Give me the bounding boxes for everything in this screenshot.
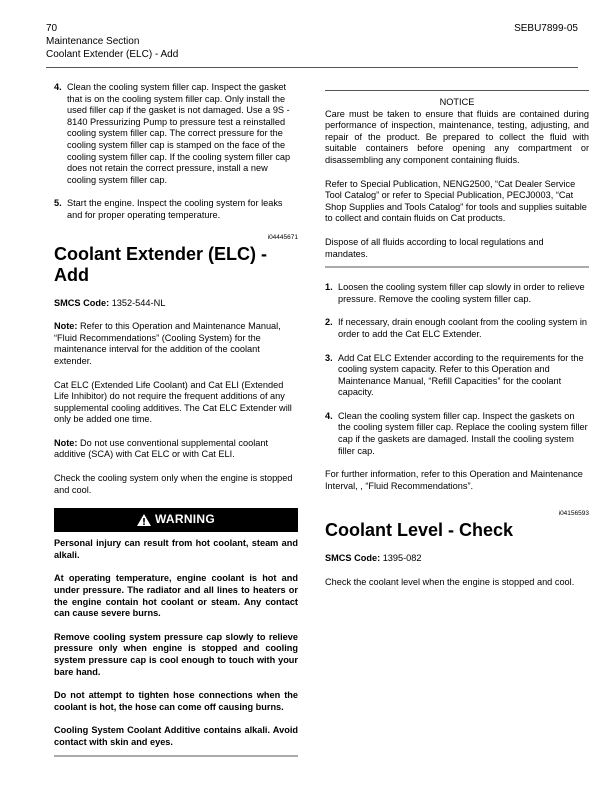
right-column bbox=[325, 82, 589, 601]
notice-text: Dispose of all fluids according to local regulations and mandates. bbox=[325, 236, 544, 259]
notice-box bbox=[325, 97, 589, 268]
section-title: Coolant Level - Check bbox=[325, 520, 514, 541]
paragraph: Cat ELC (Extended Life Coolant) and Cat ELI (Extended Life Inhibitor) do not require the frequent additions of any supplemental cooling additives. The Cat ELC Extender will only be added one time. bbox=[54, 379, 292, 425]
warning-banner: WARNING bbox=[54, 508, 298, 532]
warning-bottom-rule bbox=[54, 755, 298, 757]
list-item: 3. Add Cat ELC Extender according to the requirements for the cooling system capacity. Refer to this Operation and Maintenance Manual, “Refill Capacities” for the coolant capacity. bbox=[325, 352, 584, 398]
warning-text: Personal injury can result from hot coolant, steam and alkali. bbox=[54, 538, 298, 560]
notice-top-rule bbox=[325, 90, 589, 91]
warning-box bbox=[54, 508, 298, 756]
warning-text: At operating temperature, engine coolant is hot and under pressure. The radiator and all lines to heaters or the engine contain hot coolant or steam. Any contact can cause severe burns. bbox=[54, 573, 298, 619]
page-number: 70 bbox=[46, 23, 58, 34]
warning-text: Do not attempt to tighten hose connections when the coolant is hot, the hose can come off causing burns. bbox=[54, 690, 298, 712]
notice-text: Refer to Special Publication, NENG2500, “Cat Dealer Service Tool Catalog” or refer to Special Publication, PECJ0003, “Cat Shop Supplies and Tools Catalog” for tools and supplies suitable to collect and contain fluids on Cat products. bbox=[325, 178, 587, 224]
section-id: i04156593 bbox=[558, 510, 589, 518]
list-item: 4. Clean the cooling system filler cap. Inspect the gasket that is on the cooling system filler cap. Only install the used filler cap if the gasket is not damaged. Use a 9S - 8140 Pressurizing Pump to pressure test a reinstalled cooling system filler cap. The correct pressure for the cooling system filler cap is stamped on the face of the cooling system filler cap. If the cooling system filler cap does not retain the correct pressure, install a new cooling system filler cap. bbox=[54, 82, 291, 185]
subsection-name: Coolant Extender (ELC) - Add bbox=[46, 49, 179, 60]
list-item: 5. Start the engine. Inspect the cooling system for leaks and for proper operating temperature. bbox=[54, 198, 283, 220]
list-item: 2. If necessary, drain enough coolant from the cooling system in order to add the Cat ELC Extender. bbox=[325, 317, 588, 339]
warning-text: Cooling System Coolant Additive contains alkali. Avoid contact with skin and eyes. bbox=[54, 725, 298, 747]
warning-text: Remove cooling system pressure cap slowly to relieve pressure only when engine is stopped and cooling system pressure cap is cool enough to touch with your bare hand. bbox=[54, 631, 298, 677]
document-code: SEBU7899-05 bbox=[514, 23, 578, 34]
page-header-left bbox=[46, 22, 178, 61]
notice-title: NOTICE bbox=[439, 97, 475, 107]
note: Note: Refer to this Operation and Maintenance Manual, “Fluid Recommendations” (Cooling System) for the maintenance interval for the addition of the coolant extender. bbox=[54, 321, 281, 366]
header-divider bbox=[46, 67, 578, 68]
smcs-code: SMCS Code: 1352-544-NL bbox=[54, 297, 166, 308]
section-title: Coolant Extender (ELC) - Add bbox=[54, 243, 268, 285]
left-column bbox=[54, 82, 298, 757]
list-item: 4. Clean the cooling system filler cap. Inspect the gaskets on the cooling system filler cap. Replace the cooling system filler cap if the gaskets are damaged. Install the cooling system filler cap. bbox=[325, 410, 588, 456]
notice-text: Care must be taken to ensure that fluids are contained during performance of inspection, maintenance, testing, adjusting, and repair of the product. Be prepared to collect the fluid with suitable containers before opening any compartment or disassembling any component containing fluids. bbox=[325, 108, 589, 165]
paragraph: Check the cooling system only when the engine is stopped and cool. bbox=[54, 473, 293, 495]
paragraph: For further information, refer to this Operation and Maintenance Interval, , “Fluid Recommendations”. bbox=[325, 469, 583, 491]
list-item: 1. Loosen the cooling system filler cap slowly in order to relieve pressure. Remove the cooling system filler cap. bbox=[325, 282, 585, 304]
notice-bottom-rule bbox=[325, 266, 589, 268]
paragraph: Check the coolant level when the engine is stopped and cool. bbox=[325, 577, 575, 588]
section-name: Maintenance Section bbox=[46, 36, 140, 47]
section-id: i04445671 bbox=[267, 233, 298, 241]
note: Note: Do not use conventional supplemental coolant additive (SCA) with Cat ELC or with Cat ELI. bbox=[54, 437, 269, 460]
warning-triangle-icon bbox=[137, 514, 151, 526]
smcs-code: SMCS Code: 1395-082 bbox=[325, 553, 422, 564]
